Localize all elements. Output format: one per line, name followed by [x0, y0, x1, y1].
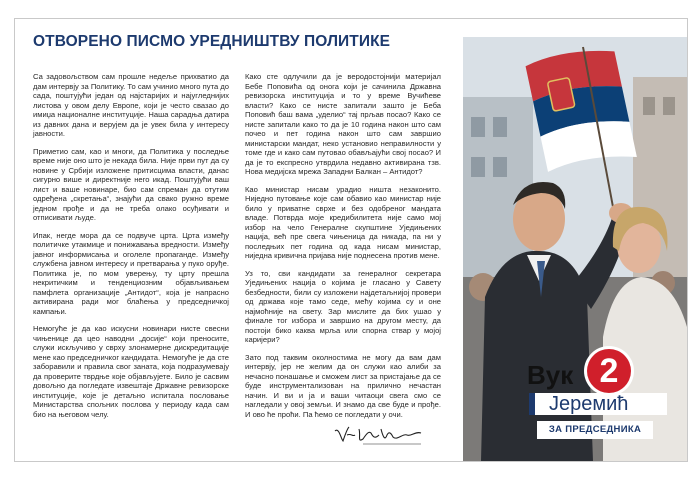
page-sheet — [14, 18, 688, 462]
handwritten-signature — [333, 423, 423, 447]
ballot-number-badge: 2 — [587, 349, 631, 393]
paragraph: Приметио сам, као и многи, да Политика у последње време није оно што је некада била. Није први пут да су новине у Србији изложене притисцима власти, данас сигурно више и директније него икад. Поштујући ваш лист и ваше новинаре, био сам спреман да отутим одређена „скретања“, знајући да свако ружно време једном прође и да не треба олако осуђивати и отписивати људе. — [33, 146, 229, 222]
paragraph: Немогуће је да као искусни новинари нисте свесни чињенице да цео наводни „досије“ који преносите, служи искључиво у сврху злонамерне дискредитације мене као председничког кандидата. Немогуће је да сте заборавили и правила свог заната, која подразумевају да проверите тврдње које објављујете. Било је сасвим довољно да погледате извештаје Државне ревизорске институције, које је детаљно испитала пословање Министарства спољних послова у периоду када сам био на његовом челу. — [33, 324, 229, 419]
paragraph: Ипак, негде мора да се подвуче црта. Црта између политичке утакмице и понижавања вредности. Између јавног информисања и оголеле пропаганде. Између службена јавном интересу и претварања у пуко оруђе. Политика је, по мом уверењу, ту црту прешла некритичким и тенденциозним објављивањем памфлета организације „Антидот“, која је напрасно активирана ради мог блаћења у председничкој кампањи. — [33, 230, 229, 316]
paragraph: Као министар нисам урадио ништа незаконито. Ниједно путовање које сам обавио као министар није било у приватне сврхе и без одобреног мандата владе. Потврда моје кредибилитета није само мој избор на чело Генералне скупштине Уједињених нација, већ пре свега чињеница да никада, па ни у последњих пет година од када нисам министар, ниједна кривична пријава није поднесена против мене. — [245, 184, 441, 260]
logo-surname: Јеремић — [529, 393, 667, 415]
logo-tagline: ЗА ПРЕДСЕДНИКА — [537, 421, 653, 439]
logo-first-name: Вук — [527, 360, 574, 390]
paragraph: Како сте одлучили да је веродостојнији материјал Бебе Поповића од онога који је сачинила Државна ревизорска институција и то у време Вучићеве власти? Како се нисте запитали зашто је Беба Поповић баш вама „уделио“ тај прљав посао? Како се нисте запитали како то да је 10 година након што сам почео и пет година након што сам завршио министарски мандат, неко установио неправилности у томе где и како сам путовао обављајући свој посао? И да је то експресно утврдила недавно активирана тзв. Нова медијска мрежа Западни Балкан – Антидот? — [245, 72, 441, 176]
paragraph: Зато под таквим околностима не могу да вам дам интервју, јер не желим да он служи као алиби за нечасно понашање и сможем лист за пристајање да се буде инструментализован на прилично нечастан начин. И ви и ја и ваши читаоци свега смо се нагледали у овој земљи. И знамо да све буде и прође. И ово ће проћи. Па ћемо се погледати у очи. — [245, 352, 441, 419]
paragraph: Са задовољством сам прошле недеље прихватио да дам интервју за Политику. То сам учинио много пута до сада, поштујући један од најстаријих и најугледнијих листова у овом делу Европе, који је често свазао до имиџа националне институције. Наша сарадња датира из давних дана и верујем да је увек била у интересу јавности. — [33, 72, 229, 138]
campaign-logo — [511, 349, 661, 435]
paragraph: Уз то, сви кандидати за генералног секретара Уједињених нација о којима је гласано у Савету безбедности, били су изложени најдетаљнијој провери од држава које тамо седе, мећу којима су и оне најмоћније на свету. Зар мислите да бих ушао у финале тог избора и завршио на другом месту, да постоји бико каква мрља или спорна ствар у мојој каријери? — [245, 268, 441, 344]
text-column-left — [33, 72, 229, 427]
headline: ОТВОРЕНО ПИСМО УРЕДНИШТВУ ПОЛИТИКЕ — [33, 33, 391, 50]
text-column-right — [245, 72, 441, 427]
